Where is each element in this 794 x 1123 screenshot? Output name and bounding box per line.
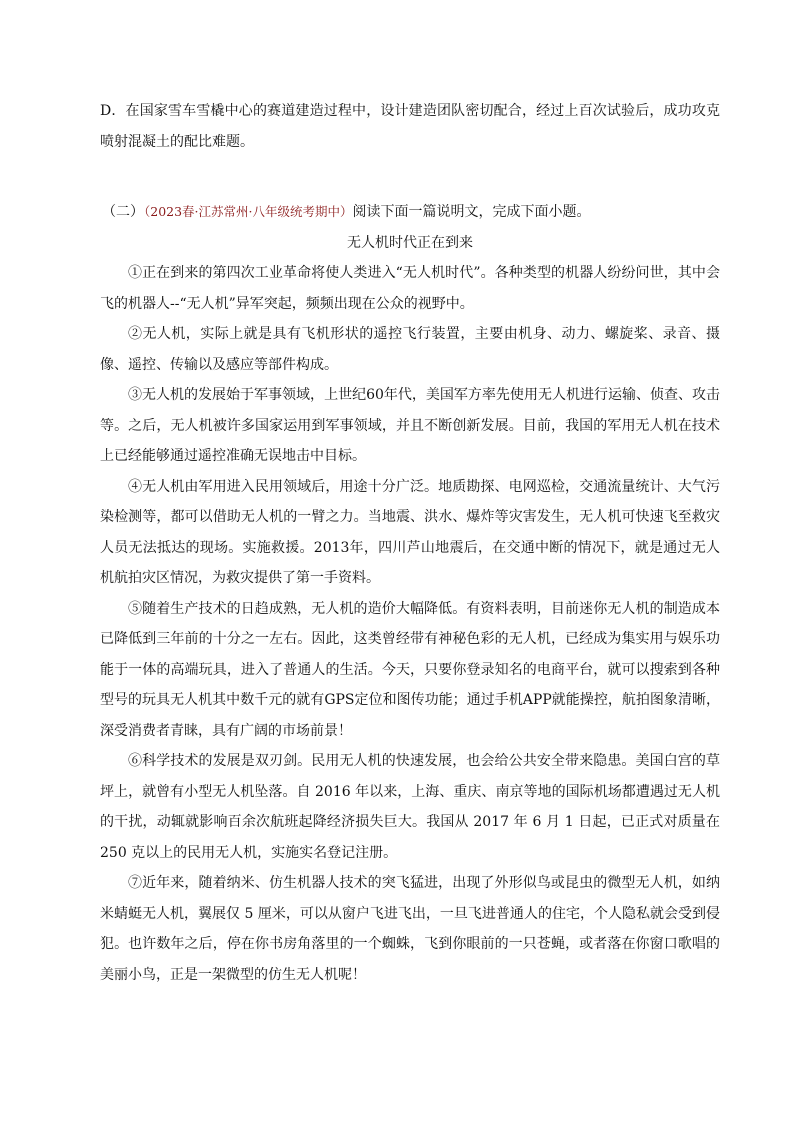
paragraph-1: ①正在到来的第四次工业革命将使人类进入“无人机时代”。各种类型的机器人纷纷问世，其中会飞的机器人--“无人机”异军突起，频频出现在公众的视野中。 xyxy=(100,265,720,312)
paragraph-7: ⑦近年来，随着纳米、仿生机器人技术的突飞猛进，出现了外形似鸟或昆虫的微型无人机，如纳米蜻蜓无人机，翼展仅 5 厘米，可以从窗户飞进飞出，一旦飞进普通人的住宅，个人隐私就会受到侵犯。也许数年之后，停在你书房角落里的一个蜘蛛，飞到你眼前的一只苍蝇，或者落在你窗口歌唱的美丽小鸟，正是一架微型的仿生无人机呢！ xyxy=(100,875,720,983)
paragraph-5: ⑤随着生产技术的日趋成熟，无人机的造价大幅降低。有资料表明，目前迷你无人机的制造成本已降低到三年前的十分之一左右。因此，这类曾经带有神秘色彩的无人机，已经成为集实用与娱乐功能于一体的高端玩具，进入了普通人的生活。今天，只要你登录知名的电商平台，就可以搜索到各种型号的玩具无人机其中数千元的就有GPS定位和图传功能；通过手机APP就能操控，航拍图象清晰，深受消费者青睐，具有广阔的市场前景！ xyxy=(100,600,720,739)
paragraph-4: ④无人机由军用进入民用领域后，用途十分广泛。地质勘探、电网巡检，交通流量统计、大气污染检测等，都可以借助无人机的一臂之力。当地震、洪水、爆炸等灾害发生，无人机可快速飞至救灾人员无法抵达的现场。实施救援。2013年，四川芦山地震后，在交通中断的情况下，就是通过无人机航拍灾区情况，为救灾提供了第一手资料。 xyxy=(100,478,720,586)
paragraph-2: ②无人机，实际上就是具有飞机形状的遥控飞行装置，主要由机身、动力、螺旋桨、录音、摄像、遥控、传输以及感应等部件构成。 xyxy=(100,326,720,373)
paragraph-3: ③无人机的发展始于军事领域，上世纪60年代，美国军方率先使用无人机进行运输、侦查、攻击等。之后，无人机被许多国家运用到军事领域，并且不断创新发展。目前，我国的军用无人机在技术上已经能够通过遥控准确无误地击中目标。 xyxy=(100,387,720,464)
section-instruction: 阅读下面一篇说明文，完成下面小题。 xyxy=(352,204,591,220)
option-d-text: D．在国家雪车雪橇中心的赛道建造过程中，设计建造团队密切配合，经过上百次试验后，成功攻克喷射混凝土的配比难题。 xyxy=(100,103,720,150)
page-content xyxy=(100,96,720,990)
section-heading xyxy=(100,197,720,228)
article-title: 无人机时代正在到来 xyxy=(347,234,473,251)
paragraph-6: ⑥科学技术的发展是双刃剑。民用无人机的快速发展，也会给公共安全带来隐患。美国白宫的草坪上，就曾有小型无人机坠落。自 2016 年以来，上海、重庆、南京等地的国际机场都遭遇过无人机的干扰，动辄就影响百余次航班起降经济损失巨大。我国从 2017 年 6 月 1 日起，已正式对质量在 250 克以上的民用无人机，实施实名登记注册。 xyxy=(100,753,720,861)
section-source: （2023春·江苏常州·八年级统考期中） xyxy=(144,204,353,219)
section-number: （二） xyxy=(102,204,144,220)
